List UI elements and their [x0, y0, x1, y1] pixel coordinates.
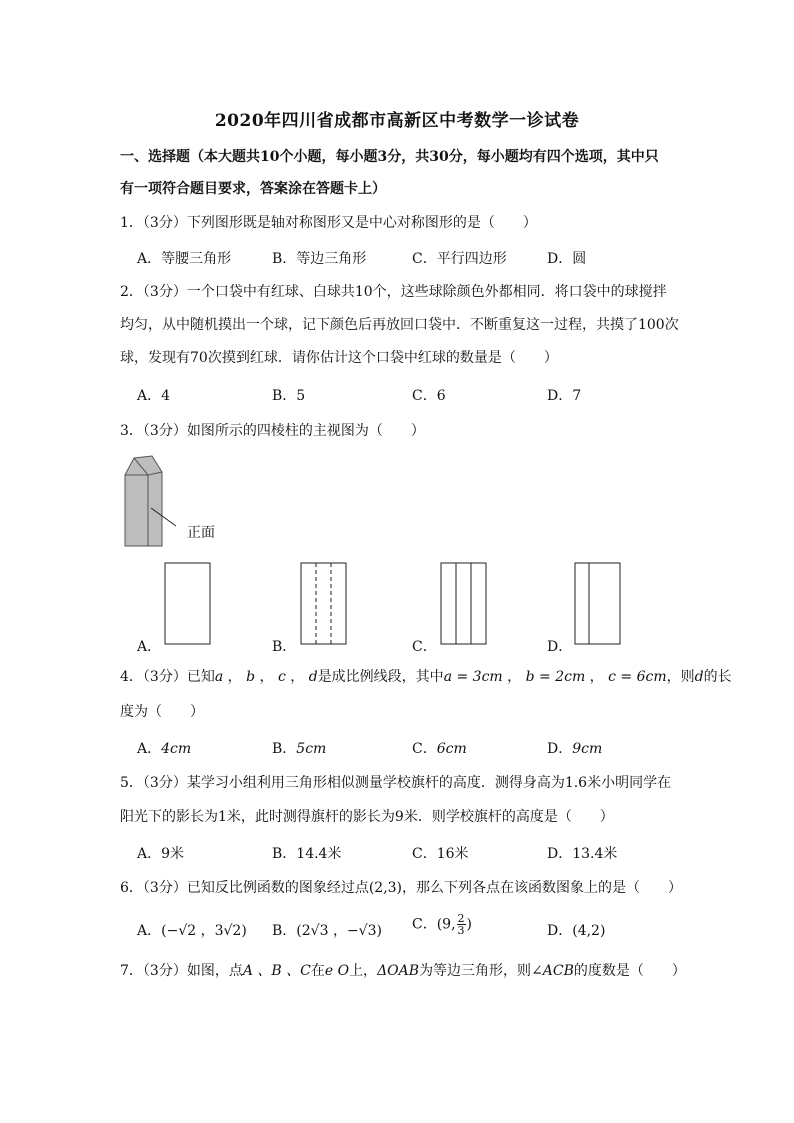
q2-option-b: B．5: [272, 388, 306, 404]
q3-option-a-letter: A．: [137, 639, 162, 655]
question-5-line1: 5．（3分）某学习小组利用三角形相似测量学校旗杆的高度．测得身高为1.6米小明同学在: [120, 775, 672, 791]
q3-option-b-letter: B．: [272, 639, 297, 655]
page-title: 2020年四川省成都市高新区中考数学一诊试卷: [214, 111, 580, 131]
q3-option-d-figure: [574, 562, 622, 646]
question-1-stem: 1．（3分）下列图形既是轴对称图形又是中心对称图形的是（ ）: [120, 215, 537, 231]
q5-option-c: C．16米: [412, 846, 469, 862]
q2-option-c: C．6: [412, 388, 446, 404]
q1-option-c: C．平行四边形: [412, 251, 507, 267]
q4-option-d: D．9cm: [547, 741, 603, 757]
q4-option-c: C．6cm: [412, 741, 467, 757]
fraction: $\frac{2}{3}$: [457, 912, 465, 937]
q1-option-d: D．圆: [547, 251, 587, 267]
q5-option-a: A．9米: [137, 846, 185, 862]
q2-option-a: A．4: [137, 388, 171, 404]
q4-option-a: A．4cm: [137, 741, 192, 757]
question-5-line2: 阳光下的影长为1米，此时测得旗杆的影长为9米．则学校旗杆的高度是（ ）: [120, 809, 614, 825]
question-4-line1: 4．（3分）已知a ， b ， c ， d是成比例线段，其中a = 3cm ， b = 2cm ， c = 6cm，则d的长: [120, 669, 732, 685]
front-label: 正面: [187, 525, 215, 541]
q3-option-a-figure: [164, 562, 212, 646]
q3-option-d-letter: D．: [547, 639, 573, 655]
section-header-line1: 一、选择题（本大题共10个小题，每小题3分，共30分，每小题均有四个选项，其中只: [120, 149, 659, 165]
q1-option-a: A．等腰三角形: [137, 251, 232, 267]
question-7-stem: 7．（3分）如图，点A 、B 、C在e O上，ΔOAB为等边三角形，则∠ACB的度数是（ ）: [120, 963, 686, 979]
q4-option-b: B．5cm: [272, 741, 327, 757]
question-2-line3: 球，发现有70次摸到红球．请你估计这个口袋中红球的数量是（ ）: [120, 350, 558, 366]
q1-option-b: B．等边三角形: [272, 251, 367, 267]
q6-option-b: B．(2√3 ，−√3): [272, 923, 382, 939]
q6-option-c: C．(9, $\frac{2}{3}$ ): [412, 912, 473, 937]
question-3-stem: 3．（3分）如图所示的四棱柱的主视图为（ ）: [120, 423, 425, 439]
question-2-line2: 均匀，从中随机摸出一个球，记下颜色后再放回口袋中．不断重复这一过程，共摸了100次: [120, 317, 679, 333]
prism-figure: [118, 450, 238, 550]
q6-option-a: A．(−√2 ，3√2): [137, 923, 247, 939]
q3-option-c-letter: C．: [412, 639, 437, 655]
question-4-line2: 度为（ ）: [120, 704, 204, 720]
q3-option-c-figure: [440, 562, 488, 646]
q6-option-d: D．(4,2): [547, 923, 606, 939]
q2-option-d: D．7: [547, 388, 582, 404]
q5-option-b: B．14.4米: [272, 846, 342, 862]
question-2-line1: 2．（3分）一个口袋中有红球、白球共10个，这些球除颜色外都相同．将口袋中的球搅拌: [120, 284, 667, 300]
section-header-line2: 有一项符合题目要求，答案涂在答题卡上）: [120, 181, 386, 197]
q3-option-b-figure: [300, 562, 348, 646]
question-6-stem: 6．（3分）已知反比例函数的图象经过点(2,3)，那么下列各点在该函数图象上的是（ ）: [120, 880, 683, 896]
q5-option-d: D．13.4米: [547, 846, 618, 862]
